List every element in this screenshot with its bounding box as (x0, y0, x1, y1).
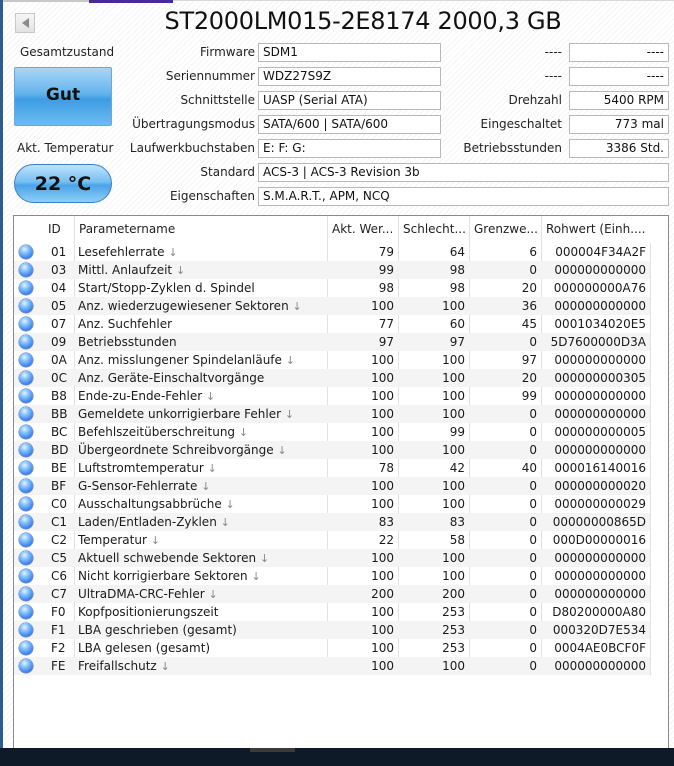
attribute-name: Lesefehlerrate (78, 245, 165, 259)
cell-worst: 100 (442, 569, 465, 583)
cell-threshold: 36 (521, 299, 537, 313)
column-header-worst[interactable]: Schlecht... (398, 216, 469, 243)
column-divider (650, 243, 651, 675)
cell-current: 100 (371, 407, 394, 421)
table-row[interactable] (14, 387, 650, 405)
cell-current: 98 (378, 281, 394, 295)
table-row[interactable] (14, 441, 650, 459)
cell-threshold: 0 (529, 335, 537, 349)
cell-worst: 98 (449, 263, 465, 277)
status-orb-icon (19, 659, 33, 673)
cell-current: 100 (371, 623, 394, 637)
cell-name (74, 297, 327, 315)
cell-worst: 253 (442, 641, 465, 655)
attribute-name: Anz. Suchfehler (78, 317, 173, 331)
cell-raw: 000000000000 (554, 443, 646, 457)
cell-name (74, 603, 327, 621)
cell-threshold: 45 (521, 317, 537, 331)
attribute-name: LBA geschrieben (gesamt) (78, 623, 237, 637)
cell-id: C0 (51, 497, 68, 511)
cell-threshold: 0 (529, 479, 537, 493)
standard-label: Standard (200, 165, 255, 179)
cell-id: 04 (51, 281, 67, 295)
status-orb-icon (19, 371, 33, 385)
unknown-label-2: ---- (544, 69, 562, 83)
table-row[interactable] (14, 477, 650, 495)
interface-field[interactable]: UASP (Serial ATA) (258, 91, 441, 110)
cell-worst: 200 (442, 587, 465, 601)
cell-threshold: 0 (529, 443, 537, 457)
cell-current: 100 (371, 443, 394, 457)
table-row[interactable] (14, 513, 650, 531)
attribute-name: Ende-zu-Ende-Fehler (78, 389, 203, 403)
previous-disk-button[interactable] (15, 13, 35, 33)
status-orb-icon (19, 281, 33, 295)
table-row[interactable] (14, 333, 650, 351)
attribute-name: Anz. misslungener Spindelanläufe (78, 353, 282, 367)
arrow-down-icon: ↓ (284, 408, 295, 421)
table-row[interactable] (14, 549, 650, 567)
cell-name (74, 639, 327, 657)
cell-id: 01 (51, 245, 67, 259)
cell-current: 77 (378, 317, 394, 331)
cell-threshold: 0 (529, 569, 537, 583)
status-orb-icon (19, 389, 33, 403)
column-header-name[interactable]: Parametername (74, 216, 327, 243)
cell-current: 200 (371, 587, 394, 601)
cell-current: 100 (371, 659, 394, 673)
cell-raw: D80200000A80 (552, 605, 646, 619)
cell-worst: 100 (442, 299, 465, 313)
drive-letters-label: Laufwerkbuchstaben (129, 141, 255, 155)
attribute-name: Befehlszeitüberschreitung (78, 425, 236, 439)
cell-raw: 000000000000 (554, 353, 646, 367)
power-on-hours-label: Betriebsstunden (463, 141, 562, 155)
table-row[interactable] (14, 567, 650, 585)
attribute-name: Temperatur (78, 533, 147, 547)
cell-current: 100 (371, 497, 394, 511)
attribute-name: Ausschaltungsabbrüche (78, 497, 222, 511)
cell-raw: 000000000000 (554, 569, 646, 583)
status-orb-icon (19, 425, 33, 439)
cell-raw: 000320D7E534 (552, 623, 646, 637)
cell-worst: 100 (442, 497, 465, 511)
temperature-label: Akt. Temperatur (17, 141, 114, 155)
cell-name (74, 243, 327, 261)
cell-name (74, 513, 327, 531)
cell-current: 100 (371, 569, 394, 583)
cell-worst: 100 (442, 389, 465, 403)
taskbar-segment (250, 748, 295, 752)
cell-name (74, 495, 327, 513)
attribute-name: Nicht korrigierbare Sektoren (78, 569, 248, 583)
arrow-down-icon: ↓ (251, 570, 261, 583)
cell-threshold: 0 (529, 497, 537, 511)
cell-raw: 000000000A76 (553, 281, 646, 295)
standard-field[interactable]: ACS-3 | ACS-3 Revision 3b (258, 163, 669, 182)
cell-raw: 000000000000 (554, 263, 646, 277)
cell-raw: 000D00000016 (552, 533, 646, 547)
table-row[interactable] (14, 423, 650, 441)
cell-raw: 000000000000 (554, 389, 646, 403)
cell-raw: 000000000029 (554, 497, 646, 511)
arrow-down-icon: ↓ (160, 660, 170, 673)
table-row[interactable] (14, 243, 650, 261)
cell-current: 100 (371, 299, 394, 313)
cell-id: 09 (51, 335, 67, 349)
cell-id: 0C (51, 371, 68, 385)
status-orb-icon (19, 263, 33, 277)
cell-raw: 000000000020 (554, 479, 646, 493)
table-row[interactable] (14, 603, 650, 621)
status-orb-icon (19, 407, 33, 421)
arrow-down-icon: ↓ (285, 354, 295, 367)
cell-name (74, 531, 327, 549)
firmware-field[interactable]: SDM1 (258, 43, 441, 62)
cell-current: 100 (371, 551, 394, 565)
cell-id: BD (51, 443, 69, 457)
tab-strip-divider (173, 0, 674, 1)
status-orb-icon (19, 461, 33, 475)
cell-id: C6 (51, 569, 68, 583)
serial-field[interactable]: WDZ27S9Z (258, 67, 441, 86)
cell-name (74, 351, 327, 369)
power-on-count-field[interactable]: 773 mal (569, 115, 669, 134)
cell-current: 100 (371, 641, 394, 655)
cell-worst: 100 (442, 353, 465, 367)
cell-threshold: 20 (521, 281, 537, 295)
cell-current: 22 (378, 533, 394, 547)
arrow-down-icon: ↓ (220, 516, 230, 529)
cell-id: B8 (51, 389, 67, 403)
status-orb-icon (19, 353, 33, 367)
arrow-down-icon: ↓ (205, 390, 216, 403)
table-row[interactable] (14, 405, 650, 423)
rotation-rate-field[interactable]: 5400 RPM (569, 91, 669, 110)
cell-name (74, 621, 327, 639)
cell-current: 100 (371, 479, 394, 493)
cell-worst: 83 (449, 515, 465, 529)
attribute-name: Laden/Entladen-Zyklen (78, 515, 217, 529)
health-status-label: Gesamtzustand (20, 45, 115, 59)
attribute-name: Anz. wiederzugewiesener Sektoren (78, 299, 289, 313)
status-orb-icon (19, 533, 33, 547)
cell-worst: 58 (449, 533, 465, 547)
status-orb-icon (19, 551, 33, 565)
transfer-mode-field[interactable]: SATA/600 | SATA/600 (258, 115, 441, 134)
column-header-current[interactable]: Akt. Wer... (327, 216, 398, 243)
cell-raw: 000000000305 (554, 371, 646, 385)
cell-id: BE (51, 461, 67, 475)
attribute-name: Anz. Geräte-Einschaltvorgänge (78, 371, 265, 385)
status-orb-icon (19, 299, 33, 313)
taskbar-strip (0, 748, 674, 766)
cell-id: C1 (51, 515, 68, 529)
cell-worst: 253 (442, 623, 465, 637)
health-status-value: Gut (45, 84, 81, 105)
column-header-raw[interactable]: Rohwert (Einh.... (541, 216, 650, 243)
cell-threshold: 0 (529, 623, 537, 637)
cell-worst: 100 (442, 479, 465, 493)
cell-threshold: 20 (521, 371, 537, 385)
status-orb-icon (19, 317, 33, 331)
arrow-down-icon: ↓ (168, 246, 178, 259)
cell-current: 79 (378, 245, 394, 259)
arrow-down-icon: ↓ (277, 444, 287, 457)
cell-raw: 000000000000 (554, 659, 646, 673)
cell-current: 100 (371, 425, 394, 439)
cell-name (74, 315, 327, 333)
attribute-name: Mittl. Anlaufzeit (78, 263, 173, 277)
unknown-field-1[interactable]: ---- (569, 43, 669, 62)
attribute-name: G-Sensor-Fehlerrate (78, 479, 198, 493)
cell-threshold: 0 (529, 551, 537, 565)
attribute-name: Luftstromtemperatur (78, 461, 204, 475)
drive-letters-field[interactable]: E: F: G: (258, 139, 441, 158)
column-header-id[interactable]: ID (48, 222, 61, 236)
arrow-down-icon: ↓ (175, 264, 186, 277)
cell-name (74, 369, 327, 387)
table-row[interactable] (14, 639, 650, 657)
cell-current: 100 (371, 353, 394, 367)
cell-threshold: 0 (529, 659, 537, 673)
attribute-name: LBA gelesen (gesamt) (78, 641, 211, 655)
table-row[interactable] (14, 351, 650, 369)
cell-threshold: 6 (529, 245, 537, 259)
cell-current: 100 (371, 371, 394, 385)
table-row[interactable] (14, 297, 650, 315)
column-header-status[interactable] (14, 216, 44, 243)
column-header-threshold[interactable]: Grenzwe... (469, 216, 541, 243)
status-orb-icon (19, 335, 33, 349)
cell-raw: 5D7600000D3A (550, 335, 646, 349)
smart-attributes-table[interactable] (13, 215, 669, 752)
cell-name (74, 567, 327, 585)
cell-current: 99 (378, 263, 394, 277)
cell-id: C5 (51, 551, 68, 565)
cell-worst: 100 (442, 659, 465, 673)
serial-label: Seriennummer (165, 69, 255, 83)
cell-raw: 000000000000 (554, 299, 646, 313)
transfer-mode-label: Übertragungsmodus (132, 117, 255, 131)
arrow-down-icon: ↓ (238, 426, 249, 439)
status-orb-icon (19, 479, 33, 493)
temperature-value: 22 °C (34, 172, 92, 195)
cell-id: BC (51, 425, 68, 439)
disk-title: ST2000LM015-2E8174 2000,3 GB (164, 7, 562, 35)
cell-threshold: 0 (529, 407, 537, 421)
cell-threshold: 0 (529, 263, 537, 277)
power-on-count-label: Eingeschaltet (480, 117, 562, 131)
cell-id: F2 (51, 641, 66, 655)
cell-worst: 253 (442, 605, 465, 619)
attribute-name: Kopfpositionierungszeit (78, 605, 219, 619)
status-orb-icon (19, 623, 33, 637)
cell-current: 78 (378, 461, 394, 475)
cell-worst: 100 (442, 407, 465, 421)
cell-threshold: 99 (521, 389, 537, 403)
cell-id: 05 (51, 299, 67, 313)
table-row[interactable] (14, 369, 650, 387)
arrow-down-icon: ↓ (208, 588, 218, 601)
table-row[interactable] (14, 657, 650, 675)
cell-current: 100 (371, 389, 394, 403)
cell-name (74, 549, 327, 567)
cell-name (74, 261, 327, 279)
cell-id: F0 (51, 605, 66, 619)
arrow-down-icon: ↓ (201, 480, 211, 493)
cell-current: 100 (371, 605, 394, 619)
unknown-field-2[interactable]: ---- (569, 67, 669, 86)
cell-threshold: 40 (521, 461, 537, 475)
table-row[interactable] (14, 495, 650, 513)
unknown-label-1: ---- (544, 45, 562, 59)
cell-threshold: 97 (521, 353, 537, 367)
features-label: Eigenschaften (169, 189, 255, 203)
status-orb-icon (19, 443, 33, 457)
cell-threshold: 0 (529, 533, 537, 547)
status-orb-icon (19, 515, 33, 529)
cell-id: FE (51, 659, 66, 673)
cell-current: 97 (378, 335, 394, 349)
cell-worst: 42 (449, 461, 465, 475)
table-row[interactable] (14, 531, 650, 549)
cell-id: 03 (51, 263, 67, 277)
cell-name (74, 657, 327, 675)
cell-name (74, 441, 327, 459)
attribute-name: Freifallschutz (78, 659, 157, 673)
cell-raw: 0004AE0BCF0F (554, 641, 646, 655)
arrow-down-icon: ↓ (259, 552, 270, 565)
status-orb-icon (19, 497, 33, 511)
temperature-indicator[interactable] (14, 164, 112, 203)
attribute-name: Übergeordnete Schreibvorgänge (78, 443, 274, 457)
rotation-rate-label: Drehzahl (508, 93, 562, 107)
cell-id: F1 (51, 623, 66, 637)
cell-threshold: 0 (529, 515, 537, 529)
table-row[interactable] (14, 315, 650, 333)
cell-worst: 100 (442, 551, 465, 565)
status-orb-icon (19, 587, 33, 601)
cell-id: BF (51, 479, 67, 493)
cell-id: 07 (51, 317, 67, 331)
power-on-hours-field[interactable]: 3386 Std. (569, 139, 669, 158)
cell-threshold: 0 (529, 605, 537, 619)
cell-worst: 100 (442, 443, 465, 457)
cell-name (74, 585, 327, 603)
table-row[interactable] (14, 459, 650, 477)
cell-id: BB (51, 407, 68, 421)
attribute-name: Start/Stopp-Zyklen d. Spindel (78, 281, 255, 295)
cell-name (74, 423, 327, 441)
table-row[interactable] (14, 279, 650, 297)
table-row[interactable] (14, 261, 650, 279)
table-row[interactable] (14, 585, 650, 603)
cell-threshold: 0 (529, 587, 537, 601)
cell-raw: 000000000005 (554, 425, 646, 439)
features-field[interactable]: S.M.A.R.T., APM, NCQ (258, 187, 669, 206)
cell-worst: 64 (449, 245, 465, 259)
status-orb-icon (19, 641, 33, 655)
arrow-down-icon: ↓ (292, 300, 302, 313)
cell-id: C2 (51, 533, 68, 547)
attribute-name: UltraDMA-CRC-Fehler (78, 587, 205, 601)
arrow-down-icon: ↓ (207, 462, 217, 475)
triangle-left-icon (22, 18, 29, 28)
cell-worst: 98 (449, 281, 465, 295)
cell-threshold: 0 (529, 425, 537, 439)
attribute-name: Betriebsstunden (78, 335, 177, 349)
cell-worst: 100 (442, 371, 465, 385)
cell-raw: 0001034020E5 (554, 317, 646, 331)
attribute-name: Gemeldete unkorrigierbare Fehler (78, 407, 282, 421)
tab-indicator-inactive (3, 0, 89, 2)
tab-indicator-active[interactable] (89, 0, 173, 3)
cell-raw: 000004F34A2F (555, 245, 646, 259)
cell-name (74, 387, 327, 405)
interface-label: Schnittstelle (180, 93, 255, 107)
arrow-down-icon: ↓ (225, 498, 235, 511)
cell-current: 83 (378, 515, 394, 529)
cell-raw: 000000000000 (554, 587, 646, 601)
cell-id: C7 (51, 587, 68, 601)
cell-name (74, 405, 327, 423)
status-orb-icon (19, 245, 33, 259)
cell-worst: 97 (449, 335, 465, 349)
arrow-down-icon: ↓ (150, 534, 160, 547)
cell-threshold: 0 (529, 641, 537, 655)
cell-name (74, 279, 327, 297)
cell-worst: 60 (449, 317, 465, 331)
attribute-name: Aktuell schwebende Sektoren (78, 551, 257, 565)
firmware-label: Firmware (200, 45, 255, 59)
table-header (14, 216, 650, 243)
cell-worst: 99 (449, 425, 465, 439)
status-orb-icon (19, 605, 33, 619)
cell-raw: 00000000865D (552, 515, 646, 529)
status-orb-icon (19, 569, 33, 583)
cell-name (74, 459, 327, 477)
cell-raw: 000000000000 (554, 407, 646, 421)
cell-id: 0A (51, 353, 67, 367)
cell-name (74, 333, 327, 351)
cell-raw: 000016140016 (554, 461, 646, 475)
table-row[interactable] (14, 621, 650, 639)
health-status-button[interactable] (14, 67, 112, 126)
cell-raw: 000000000000 (554, 551, 646, 565)
cell-name (74, 477, 327, 495)
